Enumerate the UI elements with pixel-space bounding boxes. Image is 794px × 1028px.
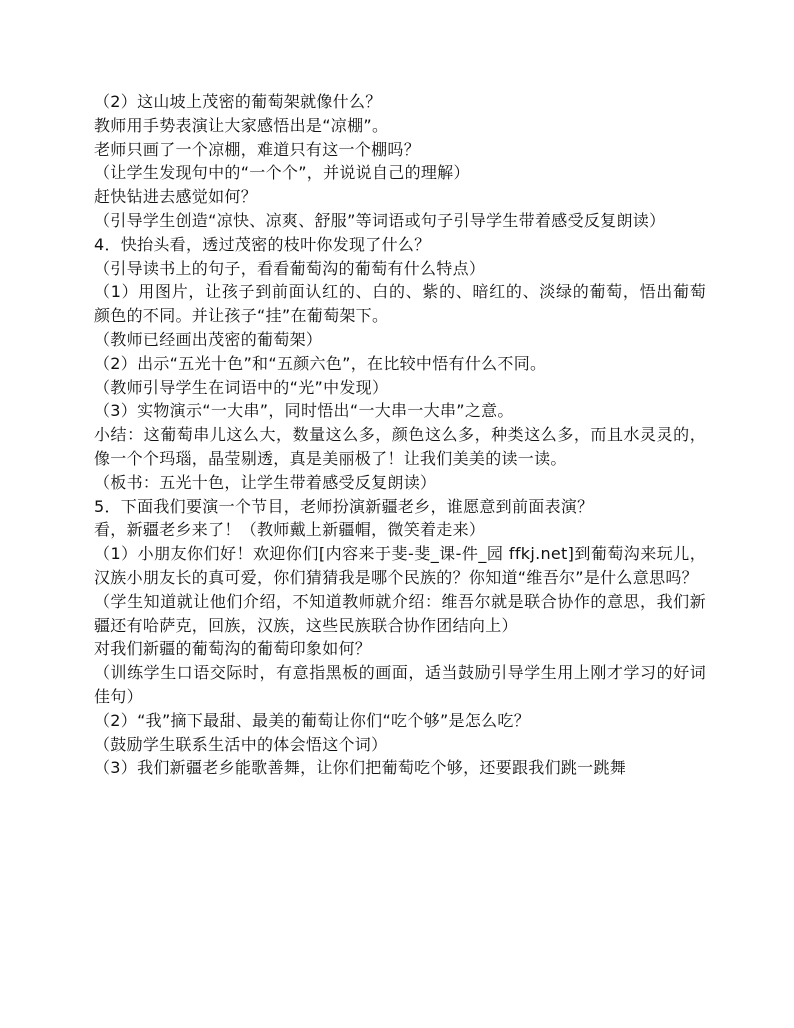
paragraph-19: （学生知道就让他们介绍，不知道教师就介绍：维吾尔就是联合协作的意思，我们新疆还有哈萨克，回族，汉族，这些民族联合协作团结向上）: [94, 591, 706, 635]
paragraph-11: （2）出示“五光十色”和“五颜六色”，在比较中悟有什么不同。: [94, 353, 547, 373]
paragraph-16: 5．下面我们要演一个节目，老师扮演新疆老乡，谁愿意到前面表演？: [94, 496, 594, 516]
paragraph-1: （2）这山坡上茂密的葡萄架就像什么？: [94, 92, 382, 111]
paragraph-21: （训练学生口语交际时，有意指黑板的画面，适当鼓励引导学生用上刚才学习的好词佳句）: [94, 663, 706, 706]
paragraph-23: （鼓励学生联系生活中的体会悟这个词）: [94, 734, 388, 754]
paragraph-5: 赶快钻进去感觉如何？: [94, 187, 258, 207]
paragraph-12: （教师引导学生在词语中的“光”中发现）: [94, 377, 389, 397]
paragraph-15: （板书：五光十色，让学生带着感受反复朗读）: [94, 472, 437, 492]
paragraph-2: 教师用手势表演让大家感悟出是“凉棚”。: [94, 115, 389, 135]
paragraph-6: （引导学生创造“凉快、凉爽、舒服”等词语或句子引导学生带着感受反复朗读）: [94, 210, 666, 230]
paragraph-8: （引导读书上的句子，看看葡萄沟的葡萄有什么特点）: [94, 258, 486, 278]
paragraph-22: （2）“我”摘下最甜、最美的葡萄让你们“吃个够”是怎么吃？: [94, 710, 531, 730]
paragraph-17: 看，新疆老乡来了！（教师戴上新疆帽，微笑着走来）: [94, 520, 486, 540]
paragraph-20: 对我们新疆的葡萄沟的葡萄印象如何？: [94, 639, 372, 659]
paragraph-10: （教师已经画出茂密的葡萄架）: [94, 329, 323, 349]
paragraph-9: （1）用图片，让孩子到前面认红的、白的、紫的、暗红的、淡绿的葡萄，悟出葡萄颜色的不同。并让孩子“挂”在葡萄架下。: [94, 282, 706, 326]
paragraph-3: 老师只画了一个凉棚，难道只有这一个棚吗？: [94, 139, 421, 159]
paragraph-24: （3）我们新疆老乡能歌善舞，让你们把葡萄吃个够，还要跟我们跳一跳舞: [94, 758, 627, 778]
document-body: [94, 90, 706, 780]
paragraph-14: 小结：这葡萄串儿这么大，数量这么多，颜色这么多，种类这么多，而且水灵灵的，像一个个玛瑙，晶莹剔透，真是美丽极了！让我们美美的读一读。: [94, 425, 706, 468]
paragraph-13: （3）实物演示“一大串”，同时悟出“一大串一大串”之意。: [94, 401, 514, 421]
paragraph-4: （让学生发现句中的“一个个”，并说说自己的理解）: [94, 163, 470, 183]
paragraph-7: 4．快抬头看，透过茂密的枝叶你发现了什么？: [94, 234, 431, 254]
paragraph-18: （1）小朋友你们好！欢迎你们[内容来于斐-斐_课-件_园 ffkj.net]到葡萄沟来玩儿，汉族小朋友长的真可爱，你们猜猜我是哪个民族的？你知道“维吾尔”是什么意思吗？: [94, 544, 706, 587]
